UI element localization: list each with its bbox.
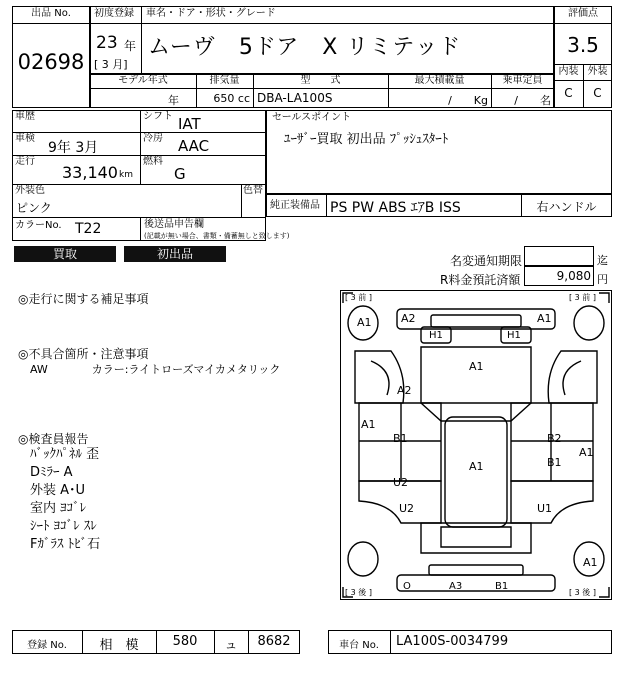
defects-line: AW カラー:ライトローズマイカメタリック xyxy=(30,363,281,376)
fuel-value: G xyxy=(174,165,186,183)
first-listing-badge: 初出品 xyxy=(124,246,226,262)
aircon-label: 冷房 xyxy=(143,133,163,144)
mark-rear-right-tire: A1 xyxy=(583,556,598,569)
type-label: 型 式 xyxy=(300,75,341,86)
capacity: / 名 xyxy=(514,94,551,107)
inspector-line: 室内 ﾖｺﾞﾚ xyxy=(30,501,87,516)
color-no-label: カラーNo. xyxy=(15,220,62,231)
inspector-title: ◎検査員報告 xyxy=(18,432,89,446)
mileage-unit: km xyxy=(119,170,133,180)
capacity-label: 乗車定員 xyxy=(502,75,543,86)
mark-door-front-right-2: B1 xyxy=(547,456,562,469)
corner-tr: [ 3 前 ] xyxy=(569,293,596,302)
driving-notes-title: ◎走行に関する補足事項 xyxy=(18,292,149,306)
inspector-line: ｼｰﾄ ﾖｺﾞﾚ ｽﾚ xyxy=(30,519,97,534)
sales-point-label: セールスポイント xyxy=(272,112,352,123)
mark-front-bumper-left: A2 xyxy=(401,312,416,325)
exterior-label: 外装 xyxy=(587,66,608,77)
first-reg-month: [ 3 月] xyxy=(94,58,128,71)
equipment-label: 純正装備品 xyxy=(270,200,320,211)
chassis-number: LA100S-0034799 xyxy=(396,634,509,649)
mark-pillar-left: A1 xyxy=(361,418,376,431)
mark-rear-bumper-left: O xyxy=(403,581,411,592)
fuel-label: 燃料 xyxy=(143,156,163,167)
mark-headlight-right: H1 xyxy=(507,330,521,341)
sales-point: ﾕｰｻﾞｰ買取 初出品 ﾌﾟｯｼｭｽﾀｰﾄ xyxy=(284,132,449,147)
displacement-label: 排気量 xyxy=(209,75,240,86)
chassis-label: 車台 No. xyxy=(339,640,379,651)
max-load-label: 最大積載量 xyxy=(414,75,465,86)
corner-tl: [ 3 前 ] xyxy=(345,293,372,302)
mark-door-rear-left-lower: U2 xyxy=(399,502,415,515)
plate-number: 8682 xyxy=(257,634,291,649)
inspector-line: 外装 A･U xyxy=(30,483,86,498)
docs-label: 後送品申告欄 xyxy=(144,219,204,230)
shaken-label: 車検 xyxy=(15,133,35,144)
first-reg-year: 23 xyxy=(96,33,118,53)
inspector-line: Dﾐﾗｰ A xyxy=(30,465,73,480)
car-name: ムーヴ 5ドア X リミテッド xyxy=(148,35,462,60)
mark-door-front-right: B2 xyxy=(547,432,562,445)
plate-region: 相 模 xyxy=(99,638,139,653)
recycle-value: 9,080 xyxy=(556,269,591,283)
shift-label: シフト xyxy=(143,111,173,122)
history-label: 車歴 xyxy=(15,111,35,122)
first-reg-label: 初度登録 xyxy=(94,8,134,19)
inspector-line: Fｶﾞﾗｽ ﾄﾋﾞ石 xyxy=(30,537,101,552)
recycle-unit: 円 xyxy=(597,273,608,286)
year-unit: 年 xyxy=(124,39,137,53)
car-name-label: 車名・ドア・形状・グレード xyxy=(146,8,276,19)
type: DBA-LA100S xyxy=(257,91,333,105)
equipment: PS PW ABS ｴｱB ISS xyxy=(330,200,461,216)
mark-fender-left: A2 xyxy=(397,384,412,397)
interior-label: 内装 xyxy=(558,66,579,77)
mark-front-bumper-right: A1 xyxy=(537,312,552,325)
mark-hood: A1 xyxy=(469,360,484,373)
name-change-label: 名変通知期限 xyxy=(450,254,523,268)
steering: 右ハンドル xyxy=(536,200,597,214)
color-change-label: 色替 xyxy=(243,185,263,196)
exterior-color-label: 外装色 xyxy=(15,185,45,196)
recycle-label: R料金預託済額 xyxy=(440,273,521,287)
mark-pillar-right: A1 xyxy=(579,446,594,459)
docs-note: (記載が無い場合、書類・備蓄無しと致します) xyxy=(144,232,290,240)
mark-rear-bumper-center: A3 xyxy=(449,581,463,592)
exterior-grade: C xyxy=(593,86,602,100)
exterior-color: ピンク xyxy=(16,201,52,215)
plate-class: 580 xyxy=(172,634,198,649)
lot-label: 出品 No. xyxy=(31,8,71,19)
damage-diagram xyxy=(340,290,612,600)
mileage-label: 走行 xyxy=(15,156,35,167)
plate-kana: ュ xyxy=(224,638,238,653)
shift-value: IAT xyxy=(178,115,201,133)
interior-grade: C xyxy=(564,86,573,100)
defects-title: ◎不具合箇所・注意事項 xyxy=(18,347,149,361)
max-load: / Kg xyxy=(448,94,488,107)
shaken-value: 9年 3月 xyxy=(48,140,99,156)
inspector-line: ﾊﾞｯｸﾊﾟﾈﾙ 歪 xyxy=(30,447,100,462)
eval-label: 評価点 xyxy=(568,8,598,19)
plate-label: 登録 No. xyxy=(27,640,67,651)
purchase-badge: 買取 xyxy=(14,246,116,262)
name-change-field xyxy=(524,246,594,266)
mileage-value: 33,140 xyxy=(62,163,118,182)
mark-front-left-tire: A1 xyxy=(357,316,372,329)
aircon-value: AAC xyxy=(178,137,210,155)
mark-door-rear-right: U1 xyxy=(537,502,553,515)
color-no: T22 xyxy=(75,221,102,237)
displacement: 650 cc xyxy=(213,92,250,105)
lot-number: 02698 xyxy=(17,50,85,74)
model-year-label: モデル年式 xyxy=(118,75,168,86)
mark-rear-bumper-right: B1 xyxy=(495,581,509,592)
mark-door-front-left: B1 xyxy=(393,432,408,445)
corner-br: [ 3 後 ] xyxy=(569,588,596,597)
mark-headlight-left: H1 xyxy=(429,330,443,341)
mark-door-rear-left-upper: U2 xyxy=(393,476,409,489)
name-change-unit: 迄 xyxy=(597,254,608,267)
model-year-unit: 年 xyxy=(168,94,179,107)
mark-roof: A1 xyxy=(469,460,484,473)
eval-score: 3.5 xyxy=(567,33,599,57)
corner-bl: [ 3 後 ] xyxy=(345,588,372,597)
